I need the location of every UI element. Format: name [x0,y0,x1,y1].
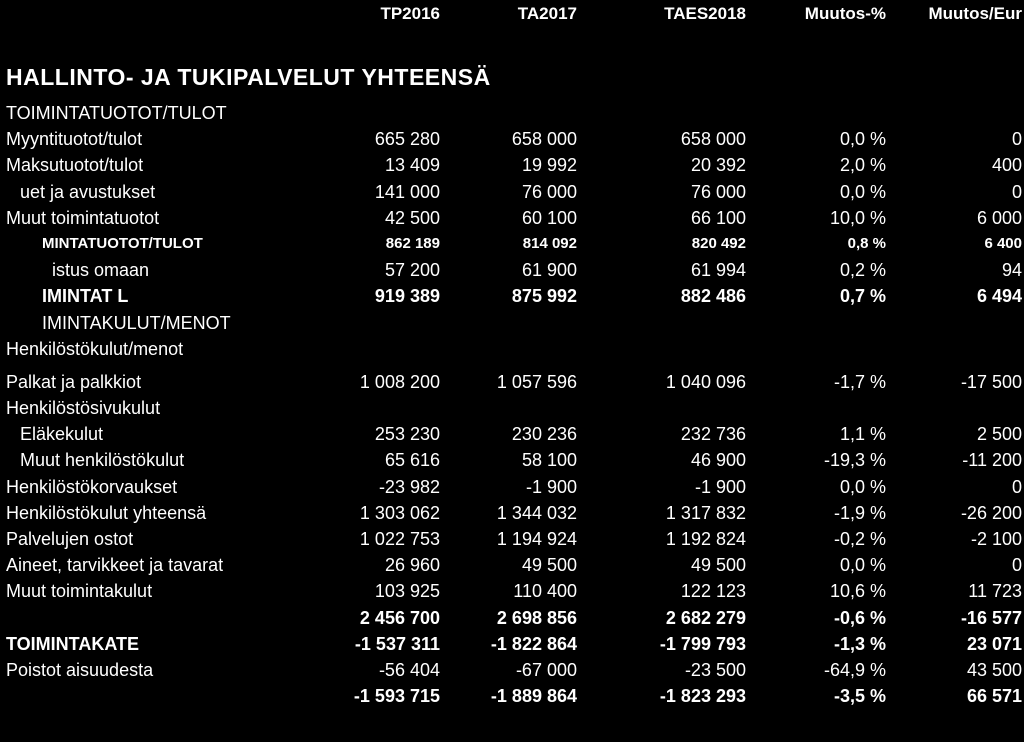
value-muutos-eur: 0 [1011,181,1022,202]
row-label: Palvelujen ostot [6,529,134,549]
value-muutos-percent: 10,0 % [829,207,886,228]
value-muutos-eur: 400 [991,155,1022,176]
value-muutos-percent: 0,0 % [839,181,886,202]
header-muutos-eur: Muutos/Eur [928,4,1022,23]
value-tp2016: -23 982 [378,476,440,497]
row-label: MINTATUOTOT/TULOT [42,234,203,252]
value-muutos-eur: 6 494 [976,286,1022,307]
table-row [0,152,1024,178]
value-muutos-percent: 0,0 % [839,555,886,576]
value-muutos-percent: -3,5 % [833,686,886,707]
value-tp2016: 57 200 [384,260,440,281]
value-ta2017: 814 092 [522,234,577,252]
value-muutos-percent: 0,8 % [847,234,886,252]
table-row [0,657,1024,683]
value-tp2016: 2 456 700 [359,607,440,628]
value-taes2018: 658 000 [680,129,746,150]
value-ta2017: -1 822 864 [490,633,577,654]
value-tp2016: 103 925 [374,581,440,602]
header-muutos-percent: Muutos-% [804,4,886,23]
value-muutos-percent: 0,7 % [839,286,886,307]
row-label: Muut henkilöstökulut [20,450,185,471]
value-taes2018: 2 682 279 [665,607,746,628]
table-row [0,205,1024,231]
value-ta2017: -1 889 864 [490,686,577,707]
value-muutos-percent: -1,9 % [833,502,886,523]
value-muutos-percent: 1,1 % [839,424,886,445]
value-taes2018: -23 500 [684,659,746,680]
row-label: TOIMINTATUOTOT/TULOT [6,103,227,123]
row-label: uet ja avustukset [20,181,156,202]
value-muutos-percent: 0,0 % [839,129,886,150]
table-row [0,126,1024,152]
value-muutos-eur: 66 571 [966,686,1022,707]
value-tp2016: 1 022 753 [359,529,440,549]
row-label: Eläkekulut [20,424,104,445]
value-muutos-eur: 23 071 [966,633,1022,654]
value-muutos-eur: 6 400 [984,234,1022,252]
value-tp2016: 1 303 062 [359,502,440,523]
table-row [0,395,1024,421]
table-row [0,683,1024,709]
value-tp2016: 862 189 [385,234,440,252]
table-row [0,231,1024,257]
value-muutos-eur: 0 [1011,129,1022,150]
value-muutos-eur: 0 [1011,476,1022,497]
value-ta2017: 61 900 [521,260,577,281]
value-ta2017: 76 000 [521,181,577,202]
header-ta2017: TA2017 [517,4,577,23]
table-row [0,179,1024,205]
header-tp2016: TP2016 [380,4,440,23]
value-taes2018: 20 392 [690,155,746,176]
value-taes2018: 882 486 [680,286,746,307]
value-ta2017: 658 000 [511,129,577,150]
row-label: Henkilöstökulut/menot [6,338,184,359]
value-tp2016: -56 404 [378,659,440,680]
table-row [0,447,1024,473]
value-taes2018: -1 823 293 [659,686,746,707]
value-muutos-percent: -1,7 % [833,371,886,392]
value-tp2016: 919 389 [374,286,440,307]
row-label: Myyntituotot/tulot [6,129,143,150]
value-ta2017: 2 698 856 [496,607,577,628]
value-taes2018: 66 100 [690,207,746,228]
budget-table [0,100,1024,709]
value-taes2018: 49 500 [690,555,746,576]
value-ta2017: 1 057 596 [496,371,577,392]
value-ta2017: -67 000 [515,659,577,680]
value-taes2018: -1 799 793 [659,633,746,654]
value-taes2018: 122 123 [680,581,746,602]
value-tp2016: 42 500 [384,207,440,228]
value-tp2016: 665 280 [374,129,440,150]
value-ta2017: -1 900 [525,476,577,497]
table-row [0,283,1024,309]
value-ta2017: 1 344 032 [496,502,577,523]
table-row [0,336,1024,362]
value-muutos-percent: 10,6 % [829,581,886,602]
value-muutos-eur: 43 500 [966,659,1022,680]
value-muutos-percent: -1,3 % [833,633,886,654]
value-taes2018: 820 492 [691,234,746,252]
section-title: HALLINTO- JA TUKIPALVELUT YHTEENSÄ [6,64,491,90]
table-row [0,369,1024,395]
row-label: Henkilöstökorvaukset [6,476,178,497]
value-ta2017: 19 992 [521,155,577,176]
row-label: Henkilöstösivukulut [6,398,161,419]
value-taes2018: 76 000 [690,181,746,202]
value-muutos-percent: -0,2 % [833,529,886,549]
table-row [0,552,1024,578]
value-taes2018: 46 900 [690,450,746,471]
header-taes2018: TAES2018 [664,4,746,23]
table-row [0,605,1024,631]
value-tp2016: 13 409 [384,155,440,176]
value-muutos-eur: 94 [1001,260,1022,281]
value-ta2017: 1 194 924 [496,529,577,549]
value-tp2016: -1 593 715 [353,686,440,707]
row-label: IMINTAKULUT/MENOT [42,312,231,333]
row-label: Poistot aisuudesta [6,659,154,680]
table-row [0,100,1024,126]
value-tp2016: -1 537 311 [354,633,440,654]
table-row [0,500,1024,526]
value-taes2018: 1 317 832 [665,502,746,523]
value-muutos-eur: -26 200 [960,502,1022,523]
table-row [0,474,1024,500]
value-tp2016: 253 230 [374,424,440,445]
row-label: Henkilöstökulut yhteensä [6,502,207,523]
row-label: TOIMINTAKATE [6,633,139,654]
value-muutos-percent: -64,9 % [823,659,886,680]
value-tp2016: 65 616 [384,450,440,471]
value-muutos-eur: -16 577 [960,607,1022,628]
value-ta2017: 110 400 [513,581,577,602]
value-taes2018: -1 900 [694,476,746,497]
value-muutos-percent: -0,6 % [833,607,886,628]
value-muutos-percent: 2,0 % [839,155,886,176]
value-muutos-eur: 11 723 [968,581,1022,602]
value-ta2017: 49 500 [521,555,577,576]
value-ta2017: 58 100 [521,450,577,471]
table-row [0,526,1024,552]
value-taes2018: 1 040 096 [665,371,746,392]
value-muutos-percent: 0,0 % [839,476,886,497]
value-taes2018: 61 994 [690,260,746,281]
table-header [0,0,1024,30]
row-label: istus omaan [52,260,150,281]
value-muutos-eur: 2 500 [976,424,1022,445]
value-muutos-eur: -17 500 [960,371,1022,392]
value-ta2017: 875 992 [511,286,577,307]
table-row [0,310,1024,336]
value-muutos-eur: 0 [1011,555,1022,576]
value-taes2018: 232 736 [680,424,746,445]
row-label: IMINTAT L [42,286,129,307]
row-label: Muut toimintakulut [6,581,153,602]
row-label: Palkat ja palkkiot [6,371,142,392]
value-muutos-percent: 0,2 % [839,260,886,281]
value-muutos-eur: -11 200 [962,450,1022,471]
row-label: Aineet, tarvikkeet ja tavarat [6,555,224,576]
value-muutos-percent: -19,3 % [823,450,886,471]
table-row [0,631,1024,657]
value-tp2016: 1 008 200 [359,371,440,392]
table-row [0,257,1024,283]
row-label: Muut toimintatuotot [6,207,160,228]
value-muutos-eur: 6 000 [976,207,1022,228]
value-tp2016: 141 000 [374,181,440,202]
table-row [0,578,1024,604]
value-muutos-eur: -2 100 [970,529,1022,549]
value-ta2017: 60 100 [521,207,577,228]
value-tp2016: 26 960 [384,555,440,576]
value-ta2017: 230 236 [511,424,577,445]
table-row [0,421,1024,447]
value-taes2018: 1 192 824 [665,529,746,549]
row-label: Maksutuotot/tulot [6,155,144,176]
